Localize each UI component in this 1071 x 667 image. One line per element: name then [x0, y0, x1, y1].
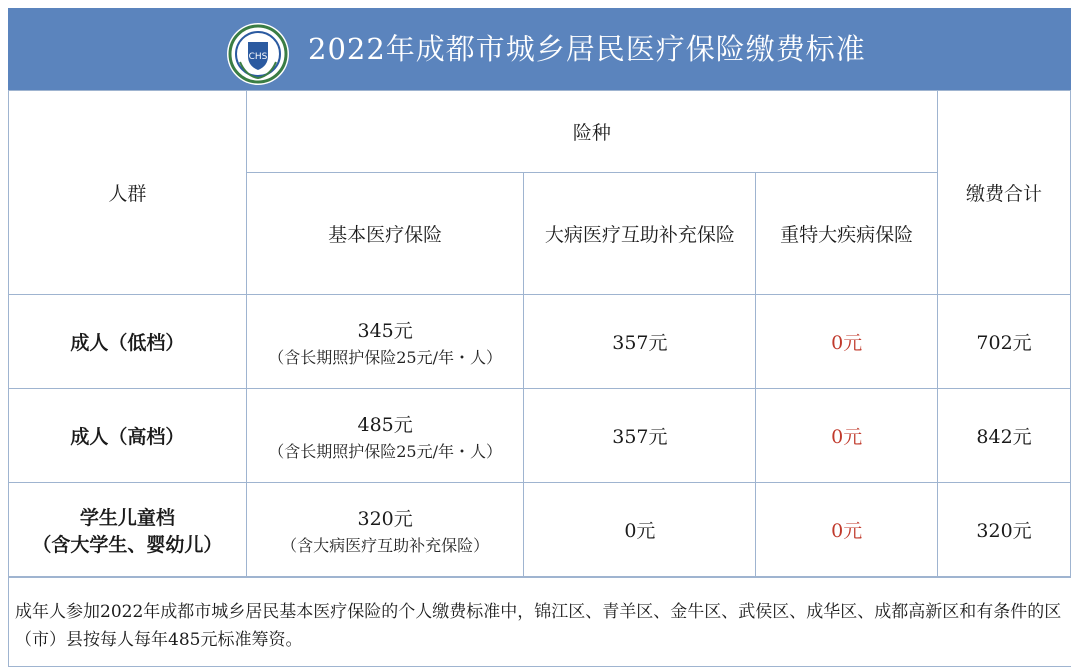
basic-note: （含长期照护保险25元/年・人） — [268, 347, 502, 367]
group-sublabel: （含大学生、婴幼儿） — [32, 533, 223, 556]
basic-value: 485元 — [357, 413, 413, 436]
serious-cell: 357元 — [524, 295, 756, 389]
header-insurance: 险种 — [246, 91, 937, 173]
total-cell: 842元 — [938, 389, 1071, 483]
group-cell — [9, 295, 247, 389]
group-label: 成人（高档） — [70, 426, 185, 448]
header-group: 人群 — [9, 91, 247, 295]
basic-note: （含长期照护保险25元/年・人） — [268, 441, 502, 461]
header-serious: 大病医疗互助补充保险 — [524, 173, 756, 295]
title-bar — [8, 8, 1071, 90]
table-row — [9, 295, 1071, 389]
special-cell: 0元 — [756, 389, 938, 483]
table-row — [9, 483, 1071, 577]
basic-value: 320元 — [357, 507, 413, 530]
serious-cell: 0元 — [524, 483, 756, 577]
group-label: 学生儿童档 — [79, 506, 175, 529]
header-special: 重特大疾病保险 — [756, 173, 938, 295]
basic-cell — [246, 389, 524, 483]
footnote-text: 成年人参加2022年成都市城乡居民基本医疗保险的个人缴费标准中，锦江区、青羊区、金牛区、武侯区、成华区、成都高新区和有条件的区（市）县按每人每年485元标准筹资。 — [15, 602, 1062, 650]
basic-cell — [246, 295, 524, 389]
page-title: 2022年成都市城乡居民医疗保险缴费标准 — [308, 32, 866, 66]
group-cell — [9, 389, 247, 483]
special-cell: 0元 — [756, 483, 938, 577]
fee-table — [8, 90, 1071, 577]
basic-value: 345元 — [357, 319, 413, 342]
footnote-box — [8, 577, 1071, 667]
basic-note: （含大病医疗互助补充保险） — [281, 535, 490, 555]
svg-text:CHS: CHS — [248, 52, 268, 62]
total-cell: 320元 — [938, 483, 1071, 577]
table-row — [9, 389, 1071, 483]
basic-cell — [246, 483, 524, 577]
chs-logo-icon — [226, 22, 290, 86]
group-label: 成人（低档） — [70, 332, 185, 354]
group-cell — [9, 483, 247, 577]
total-cell: 702元 — [938, 295, 1071, 389]
header-total: 缴费合计 — [938, 91, 1071, 295]
special-cell: 0元 — [756, 295, 938, 389]
serious-cell: 357元 — [524, 389, 756, 483]
header-basic: 基本医疗保险 — [246, 173, 524, 295]
